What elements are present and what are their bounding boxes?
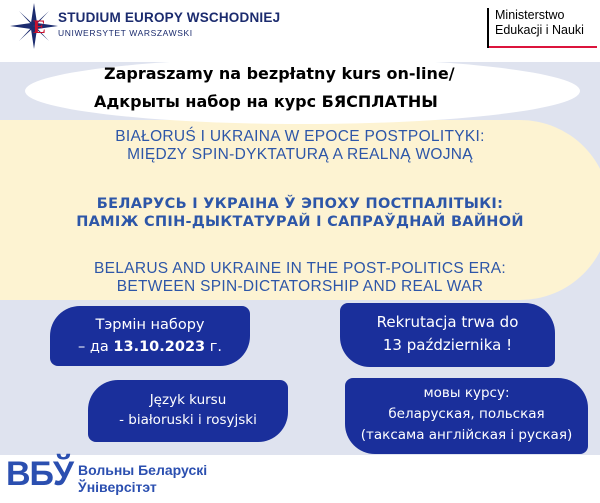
heading-polish-line-2: MIĘDZY SPIN-DYKTATURĄ A REALNĄ WOJNĄ [127, 146, 473, 163]
language-polish-badge [88, 380, 288, 442]
heading-english-line-1: BELARUS AND UKRAINE IN THE POST-POLITICS ERA: [93, 260, 506, 277]
deadline-date: 13.10.2023 [113, 339, 206, 355]
compass-star-icon [8, 2, 60, 50]
evu-logo-text [78, 462, 207, 496]
deadline-belarusian-badge [50, 306, 250, 366]
heading-belarusian [0, 195, 600, 231]
evu-logo-mark: ВБЎ [6, 455, 74, 493]
heading-english [0, 260, 600, 296]
deadline-prefix: – да [78, 339, 114, 355]
deadline-polish-line-1: Rekrutacja trwa do [376, 313, 519, 331]
deadline-polish-badge [340, 303, 555, 367]
deadline-belarusian-line-1: Тэрмін набору [95, 317, 205, 333]
title-line-1: Zapraszamy na bezpłatny kurs on-line/ [104, 64, 455, 83]
heading-polish-line-1: BIAŁORUŚ I UKRAINA W EPOCE POSTPOLITYKI: [115, 128, 485, 145]
evu-name-line-1: Вольны Беларускі [78, 462, 208, 478]
language-belarusian-badge [345, 378, 588, 454]
ministry-line-1: Ministerstwo [495, 8, 565, 22]
deadline-suffix: г. [205, 339, 222, 355]
heading-belarusian-line-2: ПАМІЖ СПІН-ДЫКТАТУРАЙ І САПРАЎДНАЙ ВАЙНОЙ [76, 214, 524, 230]
language-belarusian-line-2: беларуская, польская [388, 406, 545, 422]
language-belarusian-line-1: мовы курсу: [423, 385, 510, 401]
ministry-logo [487, 8, 599, 48]
logo-subtitle: UNIWERSYTET WARSZAWSKI [58, 28, 193, 38]
language-polish-line-1: Język kursu [149, 392, 227, 408]
heading-english-line-2: BETWEEN SPIN-DICTATORSHIP AND REAL WAR [116, 278, 484, 295]
evu-name-line-2: Ўніверсітэт [78, 479, 157, 495]
svg-text:E: E [33, 17, 46, 38]
heading-belarusian-line-1: БЕЛАРУСЬ І УКРАІНА Ў ЭПОХУ ПОСТПАЛІТЫКІ: [96, 196, 504, 212]
ministry-line-2: Edukacji i Nauki [495, 23, 584, 37]
deadline-belarusian-line-2 [50, 336, 250, 358]
logo-name: STUDIUM EUROPY WSCHODNIEJ [58, 10, 281, 25]
language-belarusian-line-3: (таксама англійская і руская) [360, 427, 573, 443]
heading-polish [0, 128, 600, 164]
deadline-polish-line-2: 13 października ! [382, 336, 513, 354]
language-polish-line-2: - białoruski i rosyjski [119, 412, 257, 428]
title-line-2: Адкрыты набор на курс БЯСПЛАТНЫ [94, 92, 438, 111]
ministry-flag-stripe [489, 46, 597, 48]
